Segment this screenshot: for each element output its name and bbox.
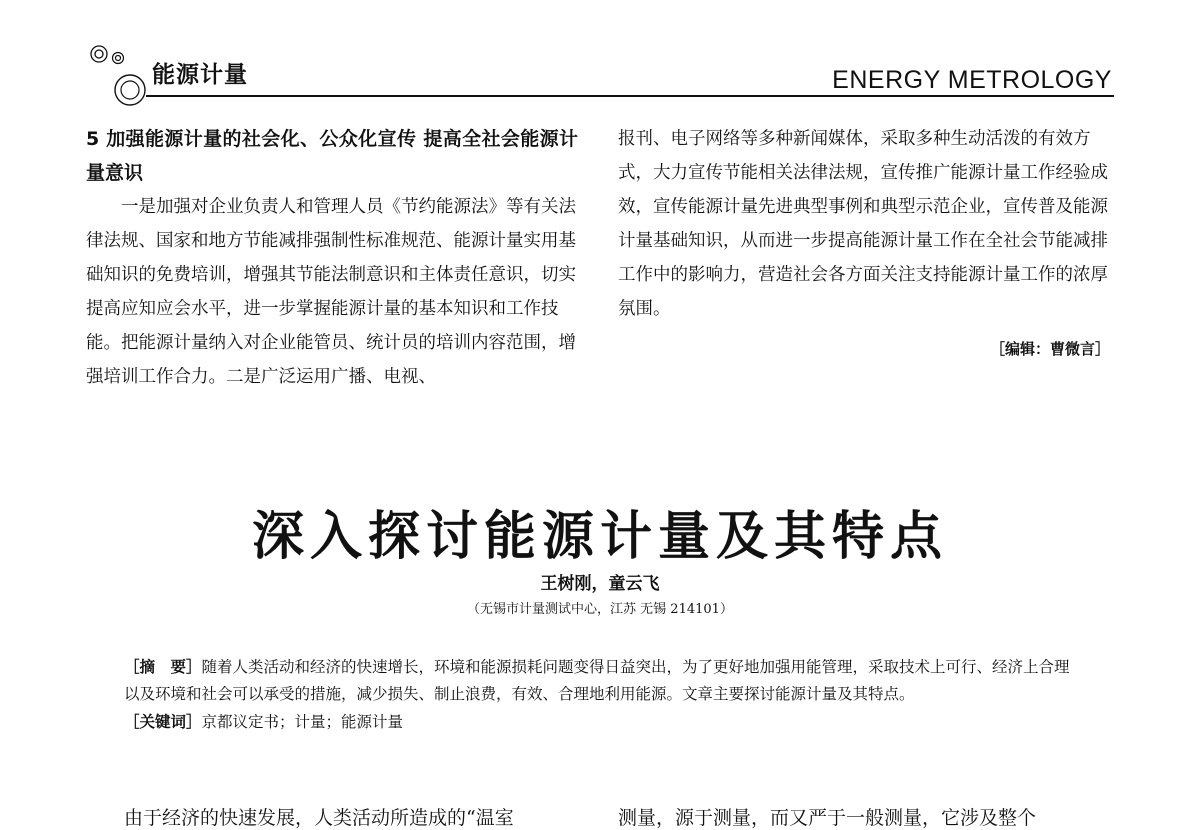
keywords-text: 京都议定书；计量；能源计量: [201, 713, 404, 731]
body-text-left-first-line: 由于经济的快速发展，人类活动所造成的“温室: [124, 807, 514, 829]
article-authors: 王树刚，童云飞: [540, 574, 660, 594]
body-paragraph: 一是加强对企业负责人和管理人员《节约能源法》等有关法律法规、国家和地方节能减排强制性标准规范、能源计量实用基础知识的免费培训，增强其节能法制意识和主体责任意识，切实提高应知应会水平，进一步掌握能源计量的基本知识和工作技能。把能源计量纳入对企业能管员、统计员的培训内容范围，增强培训工作合力。二是广泛运用广播、电视、: [86, 197, 576, 387]
keywords-label: ［关键词］: [124, 713, 202, 731]
body-text-right-first-line: 测量，源于测量，而又严于一般测量，它涉及整个: [618, 807, 1037, 829]
prev-article-left-column: [86, 122, 578, 394]
abstract: [124, 654, 1080, 708]
author-affiliation: （无锡市计量测试中心，江苏 无锡 214101）: [467, 602, 733, 617]
running-header-section-en: ENERGY METROLOGY: [832, 66, 1112, 94]
prev-article-right-column: [618, 122, 1110, 366]
editor-credit: ［编辑：曹微言］: [989, 340, 1110, 358]
abstract-text: 随着人类活动和经济的快速增长，环境和能源损耗问题变得日益突出，为了更好地加强用能管理，采取技术上可行、经济上合理以及环境和社会可以承受的措施，减少损失、制止浪费，有效、合理地利用能源。文章主要探讨能源计量及其特点。: [124, 658, 1070, 703]
section-heading: 5 加强能源计量的社会化、公众化宣传 提高全社会能源计量意识: [86, 128, 578, 184]
header-decorative-circles-icon: [86, 42, 154, 106]
article-title: 深入探讨能源计量及其特点: [251, 506, 948, 567]
header-rule: [146, 95, 1114, 97]
abstract-label: ［摘 要］: [124, 658, 202, 676]
body-paragraph: 报刊、电子网络等多种新闻媒体，采取多种生动活泼的有效方式，大力宣传节能相关法律法规，宣传推广能源计量工作经验成效，宣传能源计量先进典型事例和典型示范企业，宣传普及能源计量基础知识，从而进一步提高能源计量工作在全社会节能减排工作中的影响力，营造社会各方面关注支持能源计量工作的浓厚氛围。: [618, 129, 1108, 319]
abstract-block: [124, 654, 1080, 736]
keywords: [124, 709, 1080, 736]
running-header-section-cn: 能源计量: [152, 62, 248, 88]
